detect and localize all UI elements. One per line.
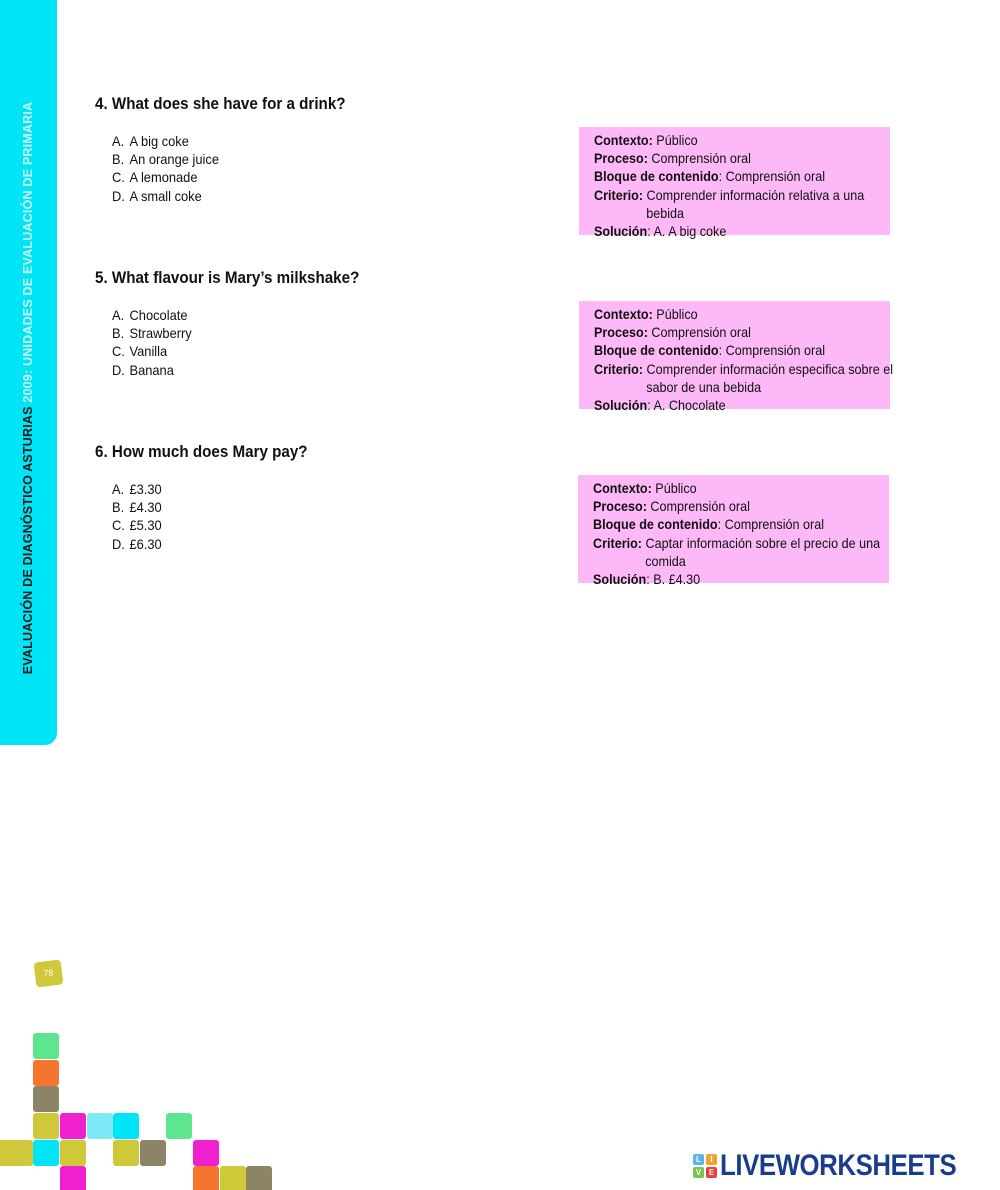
sidebar-title-light: 2009: UNIDADES DE EVALUACIÓN DE PRIMARIA [21, 101, 35, 407]
solucion-line: Solución: A. A big coke [594, 223, 727, 240]
option-c[interactable]: C. £5.30 [112, 517, 162, 534]
deco-square [113, 1113, 139, 1139]
criterio-line: Criterio: Comprender información especifica sobre el [594, 360, 894, 377]
deco-square [60, 1166, 86, 1190]
option-b[interactable]: B. Strawberry [112, 325, 192, 342]
criterio-line-2: bebida [646, 204, 685, 221]
contexto-line: Contexto: Público [594, 132, 698, 148]
info-box [579, 127, 890, 240]
question-title: 4. What does she have for a drink? [95, 95, 346, 113]
deco-square [220, 1166, 246, 1190]
proceso-line: Proceso: Comprensión oral [594, 150, 751, 167]
option-c[interactable]: C. A lemonade [112, 169, 198, 186]
deco-square [60, 1113, 86, 1139]
deco-square [166, 1113, 192, 1139]
bloque-line: Bloque de contenido: Comprensión oral [593, 516, 825, 533]
options-list [112, 132, 228, 205]
question-title: 6. How much does Mary pay? [95, 443, 308, 461]
question-4 [95, 94, 905, 240]
deco-square [140, 1140, 166, 1166]
page-number-badge: 78 [34, 959, 64, 987]
criterio-line: Criterio: Comprender información relativa a una [594, 186, 865, 203]
sidebar-title-dark: EVALUACIÓN DE DIAGNÓSTICO ASTURIAS [21, 406, 35, 675]
contexto-line: Contexto: Público [593, 480, 697, 496]
bloque-line: Bloque de contenido: Comprensión oral [594, 168, 826, 185]
deco-square [246, 1166, 272, 1190]
deco-square [33, 1113, 59, 1139]
deco-square [193, 1140, 219, 1166]
options-list [112, 480, 166, 553]
deco-square [33, 1060, 59, 1086]
deco-square [60, 1140, 86, 1166]
logo-text: LIVEWORKSHEETS [720, 1149, 957, 1182]
option-b[interactable]: B. £4.30 [112, 499, 162, 516]
info-box [578, 475, 889, 588]
criterio-line: Criterio: Captar información sobre el precio de una [593, 534, 881, 551]
liveworksheets-logo-icon: L I V E [693, 1154, 717, 1178]
deco-square [33, 1086, 59, 1112]
liveworksheets-logo[interactable] [693, 1151, 995, 1181]
sidebar-band [0, 0, 57, 745]
question-5 [95, 268, 905, 414]
contexto-line: Contexto: Público [594, 306, 698, 322]
deco-square [87, 1113, 113, 1139]
option-a[interactable]: A. Chocolate [112, 307, 188, 323]
deco-square [113, 1140, 139, 1166]
solucion-line: Solución: B. £4.30 [593, 571, 701, 588]
option-a[interactable]: A. £3.30 [112, 481, 162, 497]
question-title: 5. What flavour is Mary’s milkshake? [95, 269, 360, 287]
option-b[interactable]: B. An orange juice [112, 151, 219, 168]
deco-square [193, 1166, 219, 1190]
option-d[interactable]: D. Banana [112, 361, 174, 378]
options-list [112, 306, 199, 379]
sidebar-title [21, 102, 35, 674]
proceso-line: Proceso: Comprensión oral [594, 324, 751, 341]
proceso-line: Proceso: Comprensión oral [593, 498, 750, 515]
option-d[interactable]: D. A small coke [112, 187, 202, 204]
bloque-line: Bloque de contenido: Comprensión oral [594, 342, 826, 359]
solucion-line: Solución: A. Chocolate [594, 397, 726, 414]
info-box [579, 301, 894, 414]
option-a[interactable]: A. A big coke [112, 133, 189, 149]
deco-square [0, 1140, 33, 1166]
deco-square [33, 1140, 59, 1166]
criterio-line-2: comida [645, 552, 686, 569]
criterio-line-2: sabor de una bebida [646, 378, 762, 395]
deco-square [33, 1033, 59, 1059]
option-d[interactable]: D. £6.30 [112, 535, 162, 552]
question-6 [95, 442, 905, 588]
option-c[interactable]: C. Vanilla [112, 343, 168, 360]
